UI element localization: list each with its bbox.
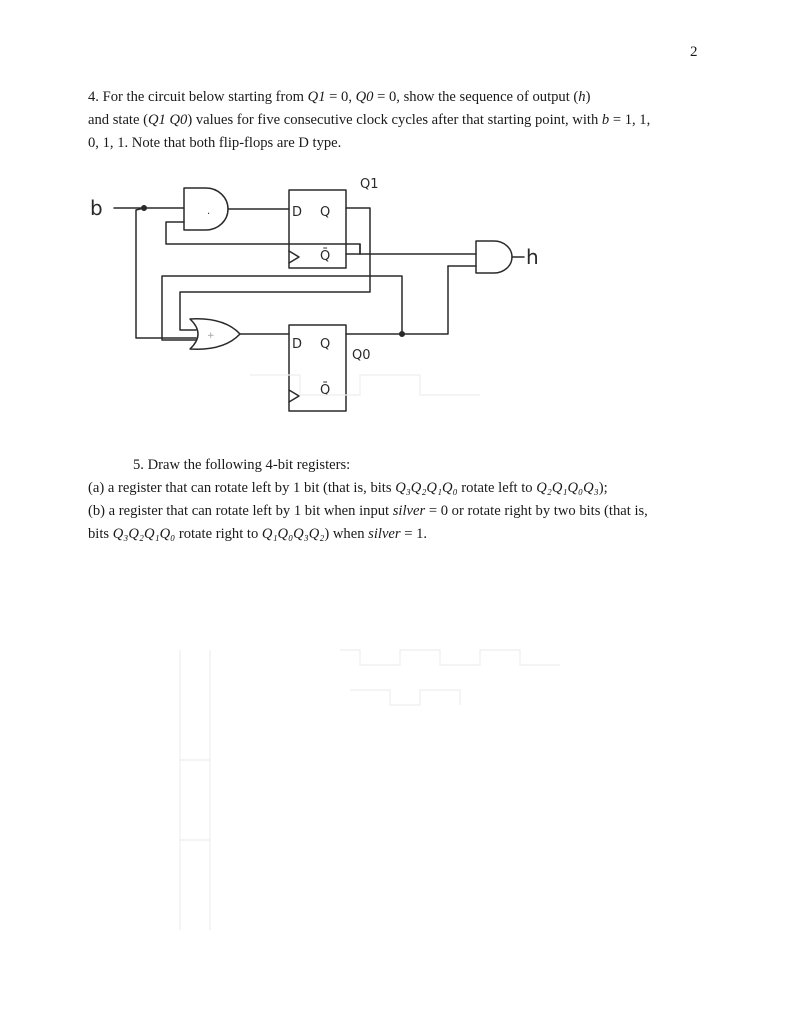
q4-var-q1: Q1 [307, 89, 326, 105]
q4-var-q1-state: Q1 [147, 112, 166, 128]
ff1-qbar-label: Q̄ [320, 249, 331, 264]
q4-text: and state ( [88, 112, 148, 128]
q4-text: ) [585, 89, 591, 105]
ff0-q-label: Q [320, 337, 331, 352]
question-5-heading: 5. Draw the following 4-bit registers: [133, 457, 351, 473]
ff0-qbar-label: Q̄ [320, 383, 331, 398]
bleed-through-waveform [250, 375, 480, 395]
q5b-text: = 1. [400, 526, 428, 542]
q5b-text: ) when [324, 526, 369, 542]
output-h-label: h [526, 245, 539, 269]
ff1-state-label: Q1 [360, 177, 379, 192]
q4-text: 0, 1, 1. Note that both flip-flops are D type. [88, 135, 342, 151]
q5a-bits: Q₂Q₁Q₀Q₃ [536, 480, 599, 496]
ff0-d-label: D [292, 337, 303, 352]
input-b-label: b [90, 196, 103, 220]
q4-text: 4. For the circuit below starting from [88, 89, 308, 105]
q4-text: ) values for five consecutive clock cycles after that starting point, with [187, 112, 602, 128]
q5b-bits: Q₃Q₂Q₁Q₀ [112, 526, 176, 542]
q5b-var-silver: silver [368, 526, 401, 542]
q5b-text: bits [88, 526, 113, 542]
q4-var-h: h [578, 89, 586, 105]
q5b-text: = 0 or rotate right by two bits (that is, [425, 503, 648, 519]
q5b-bits: Q₁Q₀Q₃Q₂ [261, 526, 325, 542]
q5b-text: (b) a register that can rotate left by 1 bit when input [88, 503, 393, 519]
q5a-text: ); [598, 480, 608, 496]
q4-var-b: b [601, 112, 610, 128]
and-gate-1-mark: . [207, 206, 211, 217]
q5a-text: rotate left to [457, 480, 537, 496]
ff0-state-label: Q0 [352, 348, 371, 363]
q4-text: = 0, show the sequence of output ( [373, 89, 579, 105]
bleed-through-box [180, 650, 210, 930]
bleed-through-waveform [350, 690, 460, 705]
q5b-text: rotate right to [175, 526, 262, 542]
q4-var-q0-state: Q0 [169, 112, 188, 128]
q5b-var-silver: silver [392, 503, 426, 519]
q4-text: = 1, 1, [609, 112, 651, 128]
q4-var-q0: Q0 [355, 89, 374, 105]
ff1-q-label: Q [320, 205, 331, 220]
q5a-text: (a) a register that can rotate left by 1 bit (that is, bits [88, 480, 396, 496]
bleed-through-waveform [340, 650, 560, 665]
or-gate-mark: + [207, 331, 215, 341]
ff1-d-label: D [292, 205, 303, 220]
q4-text: = 0, [325, 89, 356, 105]
page-number: 2 [690, 44, 698, 60]
q5a-bits: Q₃Q₂Q₁Q₀ [395, 480, 458, 496]
